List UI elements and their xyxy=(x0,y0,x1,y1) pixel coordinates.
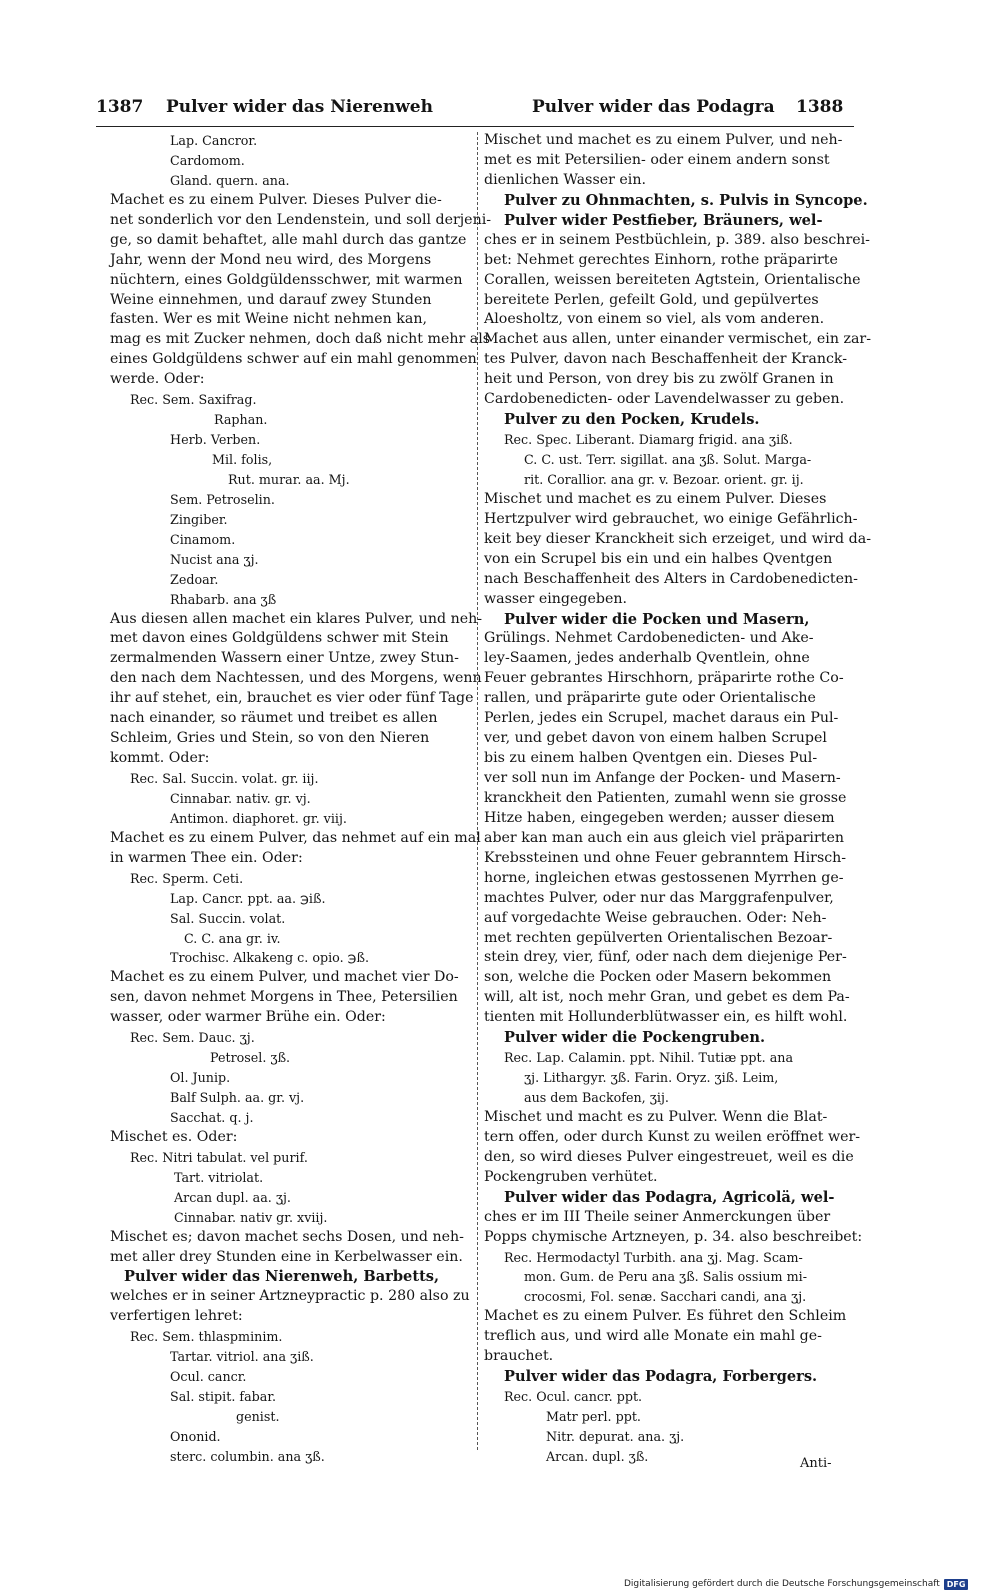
text-line: Rec. Sperm. Ceti. xyxy=(130,870,244,886)
text-line: Tart. vitriolat. xyxy=(174,1169,264,1185)
text-line: wasser, oder warmer Brühe ein. Oder: xyxy=(110,1009,386,1026)
text-line: Rut. murar. aa. Mj. xyxy=(228,471,350,487)
text-line: Mischet es; davon machet sechs Dosen, und neh- xyxy=(110,1228,464,1245)
text-line: Herb. Verben. xyxy=(170,432,261,448)
text-line: Pulver wider das Podagra, Forbergers. xyxy=(504,1368,818,1386)
right-page-number: 1388 xyxy=(796,97,844,117)
left-column xyxy=(110,131,492,1467)
running-header xyxy=(96,97,856,121)
header-rule xyxy=(96,126,854,127)
text-line: bis zu einem halben Qventgen ein. Dieses Pul- xyxy=(484,750,818,767)
text-line: Machet es zu einem Pulver, das nehmet auf ein mal xyxy=(110,829,481,846)
left-running-title: Pulver wider das Nierenweh xyxy=(166,97,433,117)
text-line: Cinnabar. nativ. gr. vj. xyxy=(170,790,311,806)
text-line: Rec. Sem. Dauc. ʒj. xyxy=(130,1030,255,1046)
text-line: Arcan. dupl. ʒß. xyxy=(546,1448,649,1464)
text-line: net sonderlich vor den Lendenstein, und soll derjeni- xyxy=(110,211,492,228)
text-line: Pulver wider die Pocken und Masern, xyxy=(504,610,810,628)
text-line: horne, ingleichen etwas gestossenen Myrrhen ge- xyxy=(484,869,844,886)
text-line: tern offen, oder durch Kunst zu weilen eröffnet wer- xyxy=(484,1128,861,1145)
text-line: Feuer gebrantes Hirschhorn, präparirte rothe Co- xyxy=(484,670,844,687)
text-line: ley-Saamen, jedes anderhalb Qventlein, ohne xyxy=(484,650,810,667)
catchword: Anti- xyxy=(800,1456,832,1471)
text-line: aus dem Backofen, ʒij. xyxy=(524,1090,669,1105)
text-line: brauchet. xyxy=(484,1348,554,1365)
text-line: werde. Oder: xyxy=(110,371,205,388)
text-line: Petrosel. ʒß. xyxy=(210,1050,291,1066)
text-line: Mischet und machet es zu einem Pulver, und neh- xyxy=(484,132,843,148)
text-line: ches er in seinem Pestbüchlein, p. 389. also beschrei- xyxy=(484,231,870,248)
text-line: heit und Person, von drey bis zu zwölf Granen in xyxy=(484,371,834,388)
text-line: Jahr, wenn der Mond neu wird, des Morgens xyxy=(110,251,432,268)
text-line: Rec. Sem. Saxifrag. xyxy=(130,392,257,408)
text-line: Ocul. cancr. xyxy=(170,1369,247,1385)
text-line: met davon eines Goldgüldens schwer mit Stein xyxy=(110,630,449,647)
text-line: Aus diesen allen machet ein klares Pulver, und neh- xyxy=(110,610,483,627)
text-line: Popps chymische Artzneyen, p. 34. also beschreibet: xyxy=(484,1228,863,1245)
text-line: Matr perl. ppt. xyxy=(546,1409,641,1424)
text-line: Arcan dupl. aa. ʒj. xyxy=(174,1189,291,1205)
text-line: den, so wird dieses Pulver eingestreuet, weil es die xyxy=(484,1148,854,1165)
text-line: kranckheit den Patienten, zumahl wenn sie grosse xyxy=(484,789,847,806)
text-line: ihr auf stehet, ein, brauchet es vier oder fünf Tage xyxy=(110,690,474,707)
text-line: von ein Scrupel bis ein und ein halbes Qventgen xyxy=(484,550,833,567)
text-line: sterc. columbin. ana ʒß. xyxy=(170,1448,325,1464)
text-line: mon. Gum. de Peru ana ʒß. Salis ossium mi- xyxy=(524,1269,807,1285)
text-line: Gland. quern. ana. xyxy=(170,172,290,188)
text-line: Schleim, Gries und Stein, so von den Nieren xyxy=(110,730,430,747)
text-line: ʒj. Lithargyr. ʒß. Farin. Oryz. ʒiß. Leim, xyxy=(524,1070,779,1086)
text-line: kommt. Oder: xyxy=(110,750,210,767)
text-line: dienlichen Wasser ein. xyxy=(484,171,646,188)
text-line: nach Beschaffenheit des Alters in Cardobenedicten- xyxy=(484,570,858,587)
text-line: Nucist ana ʒj. xyxy=(170,551,259,567)
text-line: crocosmi, Fol. senæ. Sacchari candi, ana ʒj. xyxy=(524,1289,807,1305)
footer-text: Digitalisierung gefördert durch die Deutsche Forschungsgemeinschaft xyxy=(624,1579,940,1589)
text-line: Ononid. xyxy=(170,1428,221,1444)
dfg-logo: DFG xyxy=(944,1579,969,1590)
text-line: Pulver wider Pestfieber, Bräuners, wel- xyxy=(504,211,823,229)
footer-credit xyxy=(624,1575,968,1593)
text-line: Rec. Ocul. cancr. ppt. xyxy=(504,1389,643,1405)
column-divider xyxy=(477,132,478,1450)
text-line: Cardomom. xyxy=(170,152,245,168)
text-line: keit bey dieser Kranckheit sich erzeiget, und wird da- xyxy=(484,530,871,547)
text-line: Lap. Cancror. xyxy=(170,133,258,148)
text-line: Perlen, jedes ein Scrupel, machet daraus ein Pul- xyxy=(484,710,839,727)
text-line: Rec. Lap. Calamin. ppt. Nihil. Tutiæ ppt. ana xyxy=(504,1050,794,1066)
text-line: verfertigen lehret: xyxy=(110,1308,243,1325)
text-line: bet: Nehmet gerechtes Einhorn, rothe präparirte xyxy=(484,251,838,268)
text-line: Rec. Spec. Liberant. Diamarg frigid. ana ʒiß. xyxy=(504,432,793,448)
text-line: Cinamom. xyxy=(170,531,236,547)
text-line: Pockengruben verhütet. xyxy=(484,1168,658,1185)
text-line: Nitr. depurat. ana. ʒj. xyxy=(546,1428,685,1444)
text-line: eines Goldgüldens schwer auf ein mahl genommen xyxy=(110,351,477,368)
text-line: Rec. Sal. Succin. volat. gr. iij. xyxy=(130,771,319,786)
text-line: Zingiber. xyxy=(170,511,228,527)
text-line: nüchtern, eines Goldgüldensschwer, mit warmen xyxy=(110,271,463,288)
text-line: Hitze haben, eingegeben werden; ausser diesem xyxy=(484,809,835,826)
text-line: ches er im III Theile seiner Anmerckungen über xyxy=(484,1208,831,1225)
text-line: Machet es zu einem Pulver. Dieses Pulver die- xyxy=(110,191,442,208)
text-line: met aller drey Stunden eine in Kerbelwasser ein. xyxy=(110,1248,463,1265)
text-line: Pulver wider das Podagra, Agricolä, wel- xyxy=(504,1188,835,1206)
text-line: ver, und gebet davon von einem halben Scrupel xyxy=(484,730,827,747)
text-line: fasten. Wer es mit Weine nicht nehmen kan, xyxy=(110,311,427,328)
text-line: Corallen, weissen bereiteten Agtstein, Orientalische xyxy=(484,271,861,288)
text-line: den nach dem Nachtessen, und des Morgens, wenn xyxy=(110,670,482,687)
text-line: nach einander, so räumet und treibet es allen xyxy=(110,710,438,727)
text-line: mag es mit Zucker nehmen, doch daß nicht mehr als xyxy=(110,331,491,348)
text-line: auf vorgedachte Weise gebrauchen. Oder: Neh- xyxy=(484,909,827,926)
text-line: Rec. Sem. thlaspminim. xyxy=(130,1329,283,1345)
text-line: son, welche die Pocken oder Masern bekommen xyxy=(484,969,832,986)
text-line: Machet es zu einem Pulver. Es führet den Schleim xyxy=(484,1308,847,1325)
text-line: Cardobenedicten- oder Lavendelwasser zu geben. xyxy=(484,391,845,408)
text-line: tienten mit Hollunderblütwasser ein, es hilft wohl. xyxy=(484,1009,848,1026)
text-line: aber kan man auch ein aus gleich viel präparirten xyxy=(484,829,844,846)
text-line: genist. xyxy=(236,1409,280,1424)
text-line: Pulver wider die Pockengruben. xyxy=(504,1029,766,1047)
text-line: Tartar. vitriol. ana ʒiß. xyxy=(170,1349,314,1365)
text-line: Pulver zu Ohnmachten, s. Pulvis in Syncope. xyxy=(504,191,868,209)
text-line: Sal. stipit. fabar. xyxy=(170,1389,277,1405)
text-line: Pulver wider das Nierenweh, Barbetts, xyxy=(124,1268,440,1286)
text-line: Rhabarb. ana ʒß xyxy=(170,591,277,607)
text-line: Mischet und macht es zu Pulver. Wenn die Blat- xyxy=(484,1108,828,1125)
left-page-number: 1387 xyxy=(96,97,144,117)
text-line: Trochisc. Alkakeng c. opio. ℈ß. xyxy=(170,950,370,966)
text-line: Hertzpulver wird gebrauchet, wo einige Gefährlich- xyxy=(484,510,858,527)
text-line: zermalmenden Wassern einer Untze, zwey Stun- xyxy=(110,650,459,667)
text-line: welches er in seiner Artzneypractic p. 280 also zu xyxy=(110,1288,470,1305)
text-line: Sal. Succin. volat. xyxy=(170,910,286,926)
text-line: Sem. Petroselin. xyxy=(170,491,275,507)
text-line: Aloesholtz, von einem so viel, als vom anderen. xyxy=(484,311,825,328)
text-line: Balf Sulph. aa. gr. vj. xyxy=(170,1090,305,1105)
text-line: Pulver zu den Pocken, Krudels. xyxy=(504,411,760,429)
text-line: Mischet und machet es zu einem Pulver. Dieses xyxy=(484,490,827,507)
text-line: rit. Corallior. ana gr. v. Bezoar. orient. gr. ij. xyxy=(524,471,804,487)
text-line: Grülings. Nehmet Cardobenedicten- und Ake- xyxy=(484,630,814,647)
text-line: C. C. ana gr. iv. xyxy=(184,930,281,946)
text-line: rallen, und präparirte gute oder Orientalische xyxy=(484,690,816,707)
text-line: stein drey, vier, fünf, oder nach dem diejenige Per- xyxy=(484,949,847,966)
text-line: Krebssteinen und ohne Feuer gebranntem Hirsch- xyxy=(484,849,847,866)
text-line: Machet es zu einem Pulver, und machet vier Do- xyxy=(110,969,459,986)
text-line: Machet aus allen, unter einander vermischet, ein zar- xyxy=(484,331,872,348)
text-line: ge, so damit behaftet, alle mahl durch das gantze xyxy=(110,231,467,248)
text-line: tes Pulver, davon nach Beschaffenheit der Kranck- xyxy=(484,351,848,368)
right-running-title: Pulver wider das Podagra xyxy=(532,97,775,117)
text-line: Sacchat. q. j. xyxy=(170,1109,254,1125)
text-line: Mischet es. Oder: xyxy=(110,1128,238,1145)
text-line: wasser eingegeben. xyxy=(484,590,628,607)
text-line: will, alt ist, noch mehr Gran, und gebet es dem Pa- xyxy=(484,989,850,1006)
text-line: met rechten gepülverten Orientalischen Bezoar- xyxy=(484,929,833,946)
text-line: in warmen Thee ein. Oder: xyxy=(110,849,303,866)
text-line: Rec. Hermodactyl Turbith. ana ʒj. Mag. Scam- xyxy=(504,1249,803,1265)
text-line: Rec. Nitri tabulat. vel purif. xyxy=(130,1149,308,1165)
text-line: C. C. ust. Terr. sigillat. ana ʒß. Solut. Marga- xyxy=(524,452,812,467)
text-line: ver soll nun im Anfange der Pocken- und Masern- xyxy=(484,770,841,786)
text-line: Lap. Cancr. ppt. aa. ℈iß. xyxy=(170,890,326,906)
right-column xyxy=(484,131,872,1467)
text-line: bereitete Perlen, gefeilt Gold, und gepülvertes xyxy=(484,291,819,308)
text-line: Antimon. diaphoret. gr. viij. xyxy=(170,810,347,826)
text-line: machtes Pulver, oder nur das Marggrafenpulver, xyxy=(484,889,834,906)
text-line: Mil. folis, xyxy=(212,452,273,467)
text-line: Ol. Junip. xyxy=(170,1070,231,1086)
text-line: Raphan. xyxy=(214,412,268,428)
text-line: Weine einnehmen, und darauf zwey Stunden xyxy=(110,291,432,308)
text-line: Zedoar. xyxy=(170,571,219,587)
text-line: met es mit Petersilien- oder einem andern sonst xyxy=(484,151,830,168)
text-line: Cinnabar. nativ gr. xviij. xyxy=(174,1209,328,1225)
text-line: sen, davon nehmet Morgens in Thee, Petersilien xyxy=(110,989,458,1006)
text-line: treflich aus, und wird alle Monate ein mahl ge- xyxy=(484,1328,822,1345)
